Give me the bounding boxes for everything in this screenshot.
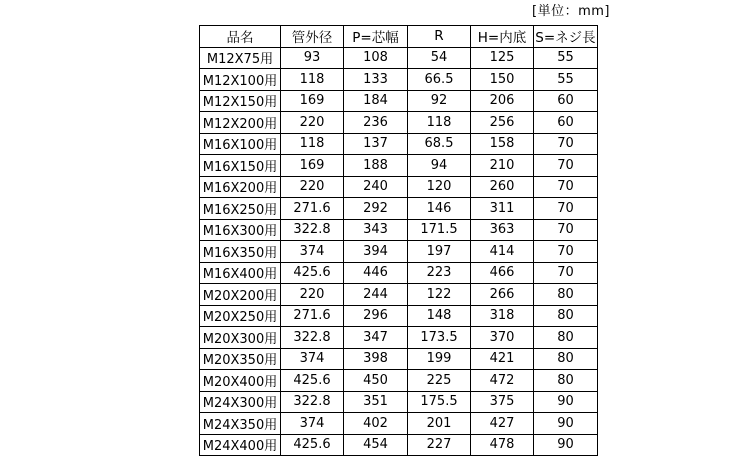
radius-cell: 173.5	[408, 327, 471, 349]
radius-cell: 148	[408, 305, 471, 327]
table-row	[200, 69, 598, 91]
product-name-cell: M20X350用	[200, 348, 281, 370]
product-name-cell: M12X200用	[200, 112, 281, 134]
product-name-cell: M16X200用	[200, 176, 281, 198]
table-row	[200, 133, 598, 155]
outer-diameter-cell: 322.8	[281, 391, 344, 413]
core-width-cell: 398	[344, 348, 408, 370]
table-row	[200, 434, 598, 456]
table-row	[200, 112, 598, 134]
outer-diameter-cell: 118	[281, 69, 344, 91]
inner-bottom-cell: 472	[471, 370, 534, 392]
radius-cell: 92	[408, 90, 471, 112]
header-thread-length: S=ネジ長	[534, 26, 598, 48]
core-width-cell: 454	[344, 434, 408, 456]
core-width-cell: 292	[344, 198, 408, 220]
inner-bottom-cell: 158	[471, 133, 534, 155]
thread-length-cell: 80	[534, 305, 598, 327]
inner-bottom-cell: 421	[471, 348, 534, 370]
thread-length-cell: 60	[534, 90, 598, 112]
outer-diameter-cell: 220	[281, 176, 344, 198]
inner-bottom-cell: 427	[471, 413, 534, 435]
radius-cell: 171.5	[408, 219, 471, 241]
thread-length-cell: 60	[534, 112, 598, 134]
product-name-cell: M24X350用	[200, 413, 281, 435]
outer-diameter-cell: 220	[281, 284, 344, 306]
thread-length-cell: 70	[534, 219, 598, 241]
core-width-cell: 244	[344, 284, 408, 306]
header-product-name: 品名	[200, 26, 281, 48]
product-name-cell: M16X400用	[200, 262, 281, 284]
inner-bottom-cell: 256	[471, 112, 534, 134]
thread-length-cell: 90	[534, 434, 598, 456]
radius-cell: 201	[408, 413, 471, 435]
outer-diameter-cell: 425.6	[281, 262, 344, 284]
inner-bottom-cell: 370	[471, 327, 534, 349]
thread-length-cell: 70	[534, 176, 598, 198]
core-width-cell: 137	[344, 133, 408, 155]
core-width-cell: 296	[344, 305, 408, 327]
outer-diameter-cell: 322.8	[281, 327, 344, 349]
radius-cell: 122	[408, 284, 471, 306]
outer-diameter-cell: 374	[281, 413, 344, 435]
outer-diameter-cell: 425.6	[281, 370, 344, 392]
thread-length-cell: 80	[534, 348, 598, 370]
core-width-cell: 347	[344, 327, 408, 349]
product-name-cell: M20X200用	[200, 284, 281, 306]
product-name-cell: M20X250用	[200, 305, 281, 327]
outer-diameter-cell: 93	[281, 47, 344, 69]
core-width-cell: 351	[344, 391, 408, 413]
table-row	[200, 370, 598, 392]
inner-bottom-cell: 125	[471, 47, 534, 69]
outer-diameter-cell: 271.6	[281, 198, 344, 220]
header-core-width: P=芯幅	[344, 26, 408, 48]
radius-cell: 225	[408, 370, 471, 392]
core-width-cell: 394	[344, 241, 408, 263]
thread-length-cell: 70	[534, 133, 598, 155]
product-name-cell: M24X400用	[200, 434, 281, 456]
table-header-row	[200, 26, 598, 48]
product-name-cell: M20X300用	[200, 327, 281, 349]
radius-cell: 227	[408, 434, 471, 456]
inner-bottom-cell: 210	[471, 155, 534, 177]
radius-cell: 120	[408, 176, 471, 198]
inner-bottom-cell: 318	[471, 305, 534, 327]
radius-cell: 68.5	[408, 133, 471, 155]
outer-diameter-cell: 322.8	[281, 219, 344, 241]
inner-bottom-cell: 206	[471, 90, 534, 112]
outer-diameter-cell: 169	[281, 90, 344, 112]
inner-bottom-cell: 414	[471, 241, 534, 263]
header-radius: R	[408, 26, 471, 48]
product-name-cell: M16X100用	[200, 133, 281, 155]
table-row	[200, 90, 598, 112]
core-width-cell: 446	[344, 262, 408, 284]
radius-cell: 223	[408, 262, 471, 284]
inner-bottom-cell: 260	[471, 176, 534, 198]
product-name-cell: M12X75用	[200, 47, 281, 69]
core-width-cell: 236	[344, 112, 408, 134]
product-name-cell: M12X100用	[200, 69, 281, 91]
outer-diameter-cell: 374	[281, 348, 344, 370]
table-row	[200, 198, 598, 220]
radius-cell: 54	[408, 47, 471, 69]
header-inner-bottom: H=内底	[471, 26, 534, 48]
inner-bottom-cell: 363	[471, 219, 534, 241]
product-name-cell: M16X350用	[200, 241, 281, 263]
inner-bottom-cell: 466	[471, 262, 534, 284]
core-width-cell: 133	[344, 69, 408, 91]
outer-diameter-cell: 374	[281, 241, 344, 263]
table-row	[200, 47, 598, 69]
inner-bottom-cell: 375	[471, 391, 534, 413]
thread-length-cell: 80	[534, 327, 598, 349]
thread-length-cell: 90	[534, 391, 598, 413]
outer-diameter-cell: 220	[281, 112, 344, 134]
table-row	[200, 348, 598, 370]
thread-length-cell: 70	[534, 262, 598, 284]
product-name-cell: M16X250用	[200, 198, 281, 220]
radius-cell: 199	[408, 348, 471, 370]
thread-length-cell: 70	[534, 198, 598, 220]
table-row	[200, 219, 598, 241]
thread-length-cell: 80	[534, 370, 598, 392]
inner-bottom-cell: 478	[471, 434, 534, 456]
radius-cell: 118	[408, 112, 471, 134]
table-body	[200, 47, 598, 456]
thread-length-cell: 55	[534, 69, 598, 91]
table-row	[200, 305, 598, 327]
inner-bottom-cell: 311	[471, 198, 534, 220]
table-row	[200, 176, 598, 198]
table-row	[200, 241, 598, 263]
header-outer-diameter: 管外径	[281, 26, 344, 48]
spec-table	[199, 25, 598, 456]
thread-length-cell: 80	[534, 284, 598, 306]
inner-bottom-cell: 150	[471, 69, 534, 91]
radius-cell: 94	[408, 155, 471, 177]
inner-bottom-cell: 266	[471, 284, 534, 306]
product-name-cell: M16X300用	[200, 219, 281, 241]
table-row	[200, 391, 598, 413]
core-width-cell: 450	[344, 370, 408, 392]
table-row	[200, 284, 598, 306]
core-width-cell: 240	[344, 176, 408, 198]
radius-cell: 175.5	[408, 391, 471, 413]
table-row	[200, 262, 598, 284]
outer-diameter-cell: 425.6	[281, 434, 344, 456]
outer-diameter-cell: 118	[281, 133, 344, 155]
core-width-cell: 108	[344, 47, 408, 69]
product-name-cell: M24X300用	[200, 391, 281, 413]
outer-diameter-cell: 271.6	[281, 305, 344, 327]
table-row	[200, 155, 598, 177]
product-name-cell: M16X150用	[200, 155, 281, 177]
table-row	[200, 413, 598, 435]
outer-diameter-cell: 169	[281, 155, 344, 177]
radius-cell: 146	[408, 198, 471, 220]
core-width-cell: 343	[344, 219, 408, 241]
thread-length-cell: 55	[534, 47, 598, 69]
product-name-cell: M20X400用	[200, 370, 281, 392]
core-width-cell: 184	[344, 90, 408, 112]
core-width-cell: 402	[344, 413, 408, 435]
thread-length-cell: 70	[534, 155, 598, 177]
core-width-cell: 188	[344, 155, 408, 177]
unit-note: [単位：mm]	[532, 4, 610, 19]
product-name-cell: M12X150用	[200, 90, 281, 112]
table-row	[200, 327, 598, 349]
thread-length-cell: 90	[534, 413, 598, 435]
radius-cell: 66.5	[408, 69, 471, 91]
radius-cell: 197	[408, 241, 471, 263]
thread-length-cell: 70	[534, 241, 598, 263]
